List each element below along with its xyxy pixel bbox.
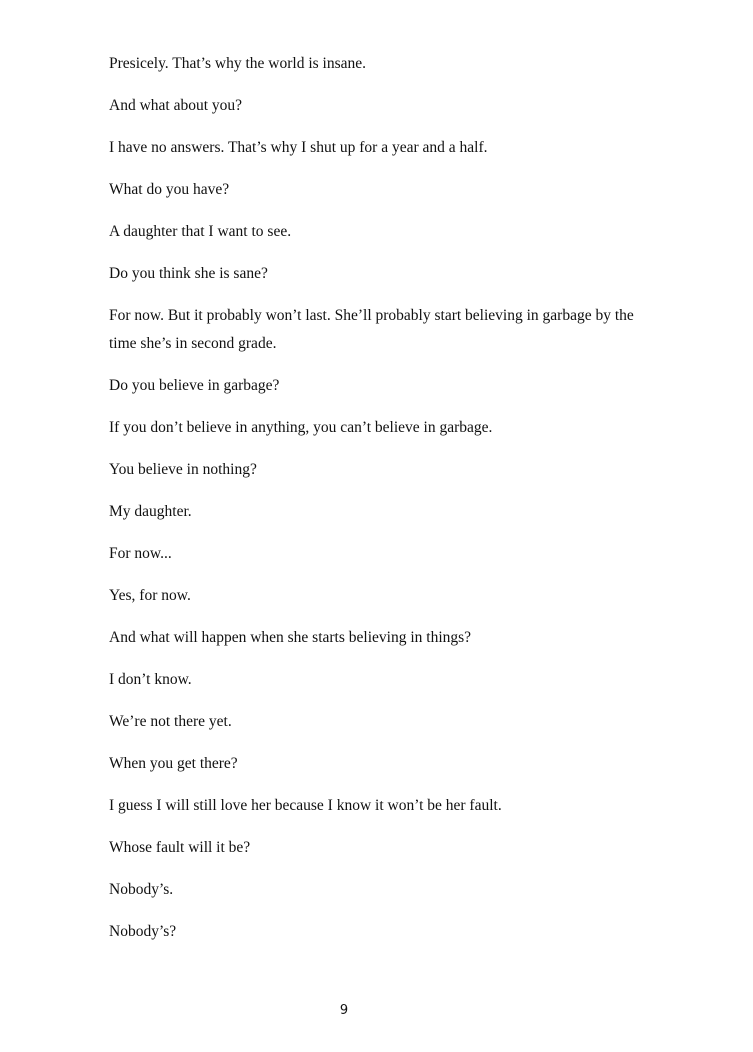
paragraph: And what about you? [109,97,243,114]
paragraph: A daughter that I want to see. [109,223,292,240]
paragraph: If you don’t believe in anything, you can’t believe in garbage. [109,419,493,436]
paragraph: Nobody’s. [109,881,174,898]
paragraph: I guess I will still love her because I know it won’t be her fault. [109,797,502,814]
paragraph: I don’t know. [109,671,192,688]
paragraph: Whose fault will it be? [109,839,251,856]
paragraph: Do you think she is sane? [109,265,268,282]
paragraph: We’re not there yet. [109,713,232,730]
paragraph: My daughter. [109,503,192,520]
paragraph: Presicely. That’s why the world is insane. [109,55,366,72]
paragraph: Yes, for now. [109,587,191,604]
paragraph: Nobody’s? [109,923,177,940]
paragraph: What do you have? [109,181,230,198]
paragraph: You believe in nothing? [109,461,257,478]
page-number: 9 [339,1003,349,1018]
paragraph: And what will happen when she starts believing in things? [109,629,472,646]
paragraph: When you get there? [109,755,238,772]
paragraph: For now... [109,545,172,562]
paragraph: Do you believe in garbage? [109,377,280,394]
dialogue-text [109,50,649,960]
paragraph: I have no answers. That’s why I shut up for a year and a half. [109,139,488,156]
paragraph: For now. But it probably won’t last. She’ll probably start believing in garbage by the time she’s in second grade. [109,307,634,352]
